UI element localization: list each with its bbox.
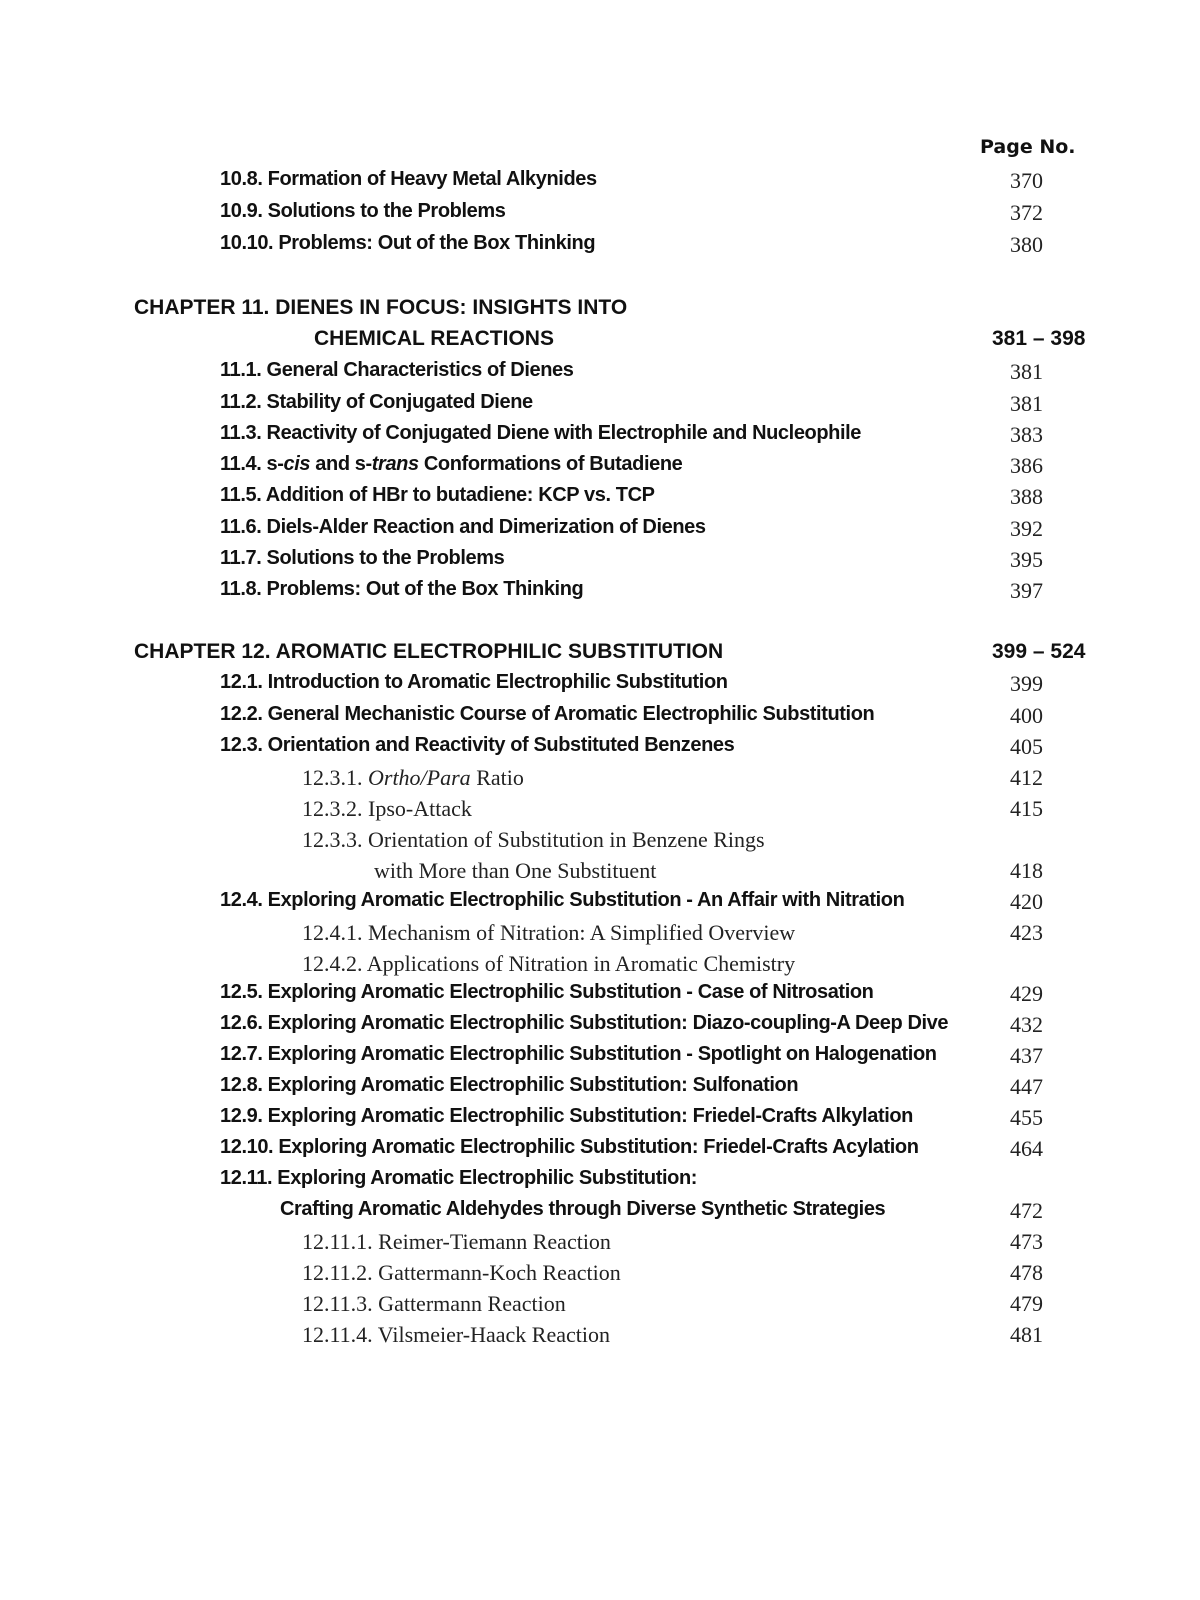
page-no-header: Page No. <box>980 136 1076 158</box>
toc-entry-12-6: 12.6. Exploring Aromatic Electrophilic Substitution: Diazo-coupling-A Deep Dive <box>220 1012 949 1034</box>
toc-entry-10-10: 10.10. Problems: Out of the Box Thinking <box>220 232 596 254</box>
page-number: 478 <box>1010 1260 1043 1285</box>
label-part-italic: Ortho/Para <box>368 765 471 790</box>
label-part: Conformations of Butadiene <box>418 453 683 475</box>
page-number: 455 <box>1010 1105 1043 1130</box>
toc-entry-11-1: 11.1. General Characteristics of Dienes <box>220 359 574 381</box>
toc-entry-12-4: 12.4. Exploring Aromatic Electrophilic Substitution - An Affair with Nitration <box>220 889 905 911</box>
toc-entry-12-3-1 <box>302 765 524 791</box>
label-part: 12.3.1. <box>302 765 368 790</box>
toc-entry-12-1: 12.1. Introduction to Aromatic Electrophilic Substitution <box>220 671 728 693</box>
toc-entry-11-8: 11.8. Problems: Out of the Box Thinking <box>220 578 584 600</box>
page-number: 383 <box>1010 422 1043 447</box>
chapter-12-title: CHAPTER 12. AROMATIC ELECTROPHILIC SUBSTITUTION <box>134 640 724 663</box>
toc-entry-11-4 <box>220 453 682 476</box>
page-number: 370 <box>1010 168 1043 193</box>
page-number: 381 <box>1010 359 1043 384</box>
page-number: 472 <box>1010 1198 1043 1223</box>
label-part-italic: cis <box>283 453 311 475</box>
page-number: 380 <box>1010 232 1043 257</box>
toc-entry-11-5: 11.5. Addition of HBr to butadiene: KCP vs. TCP <box>220 484 655 506</box>
page-number: 415 <box>1010 796 1043 821</box>
toc-entry-11-2: 11.2. Stability of Conjugated Diene <box>220 391 533 413</box>
toc-entry-12-8: 12.8. Exploring Aromatic Electrophilic Substitution: Sulfonation <box>220 1074 799 1096</box>
toc-entry-12-11-2: 12.11.2. Gattermann-Koch Reaction <box>302 1260 621 1285</box>
page-number: 395 <box>1010 547 1043 572</box>
page-number: 388 <box>1010 484 1043 509</box>
toc-entry-12-11-cont: Crafting Aromatic Aldehydes through Diverse Synthetic Strategies <box>280 1198 886 1220</box>
toc-entry-12-11-1: 12.11.1. Reimer-Tiemann Reaction <box>302 1229 611 1254</box>
toc-entry-12-3-3-cont: with More than One Substituent <box>374 858 657 883</box>
page-number: 418 <box>1010 858 1043 883</box>
page-number: 400 <box>1010 703 1043 728</box>
page-number: 481 <box>1010 1322 1043 1347</box>
toc-entry-12-11-3: 12.11.3. Gattermann Reaction <box>302 1291 566 1316</box>
toc-entry-12-9: 12.9. Exploring Aromatic Electrophilic Substitution: Friedel-Crafts Alkylation <box>220 1105 913 1127</box>
chapter-11-title-line2: CHEMICAL REACTIONS <box>314 327 554 350</box>
label-part: Ratio <box>470 765 524 790</box>
page-number: 464 <box>1010 1136 1043 1161</box>
page-number: 447 <box>1010 1074 1043 1099</box>
page-number: 397 <box>1010 578 1043 603</box>
toc-entry-12-2: 12.2. General Mechanistic Course of Aromatic Electrophilic Substitution <box>220 703 875 725</box>
toc-entry-12-10: 12.10. Exploring Aromatic Electrophilic Substitution: Friedel-Crafts Acylation <box>220 1136 919 1158</box>
page-number: 399 <box>1010 671 1043 696</box>
page-number: 473 <box>1010 1229 1043 1254</box>
label-part: and s- <box>310 453 372 475</box>
chapter-11-page-range: 381 – 398 <box>992 327 1086 350</box>
page-number: 432 <box>1010 1012 1043 1037</box>
toc-entry-11-6: 11.6. Diels-Alder Reaction and Dimerization of Dienes <box>220 516 706 538</box>
chapter-12-page-range: 399 – 524 <box>992 640 1086 663</box>
label-part: 11.4. s- <box>220 453 284 475</box>
chapter-11-title-line1: CHAPTER 11. DIENES IN FOCUS: INSIGHTS INTO <box>134 296 628 319</box>
toc-entry-12-4-2: 12.4.2. Applications of Nitration in Aromatic Chemistry <box>302 951 796 976</box>
label-part-italic: trans <box>371 453 419 475</box>
page-number: 423 <box>1010 920 1043 945</box>
toc-entry-12-3: 12.3. Orientation and Reactivity of Substituted Benzenes <box>220 734 735 756</box>
toc-entry-10-9: 10.9. Solutions to the Problems <box>220 200 506 222</box>
toc-entry-12-3-3: 12.3.3. Orientation of Substitution in Benzene Rings <box>302 827 765 852</box>
toc-entry-12-11-4: 12.11.4. Vilsmeier-Haack Reaction <box>302 1322 610 1347</box>
toc-entry-11-3: 11.3. Reactivity of Conjugated Diene with Electrophile and Nucleophile <box>220 422 862 444</box>
page-number: 386 <box>1010 453 1043 478</box>
page-number: 412 <box>1010 765 1043 790</box>
toc-entry-12-5: 12.5. Exploring Aromatic Electrophilic Substitution - Case of Nitrosation <box>220 981 874 1003</box>
page-number: 392 <box>1010 516 1043 541</box>
toc-entry-12-11: 12.11. Exploring Aromatic Electrophilic Substitution: <box>220 1167 698 1189</box>
page-number: 381 <box>1010 391 1043 416</box>
toc-entry-10-8: 10.8. Formation of Heavy Metal Alkynides <box>220 168 597 190</box>
toc-entry-11-7: 11.7. Solutions to the Problems <box>220 547 505 569</box>
toc-entry-12-7: 12.7. Exploring Aromatic Electrophilic Substitution - Spotlight on Halogenation <box>220 1043 937 1065</box>
page-number: 429 <box>1010 981 1043 1006</box>
page-number: 437 <box>1010 1043 1043 1068</box>
toc-entry-12-4-1: 12.4.1. Mechanism of Nitration: A Simplified Overview <box>302 920 796 945</box>
toc-entry-12-3-2: 12.3.2. Ipso-Attack <box>302 796 472 821</box>
page-number: 372 <box>1010 200 1043 225</box>
page-number: 479 <box>1010 1291 1043 1316</box>
page-number: 420 <box>1010 889 1043 914</box>
page-number: 405 <box>1010 734 1043 759</box>
